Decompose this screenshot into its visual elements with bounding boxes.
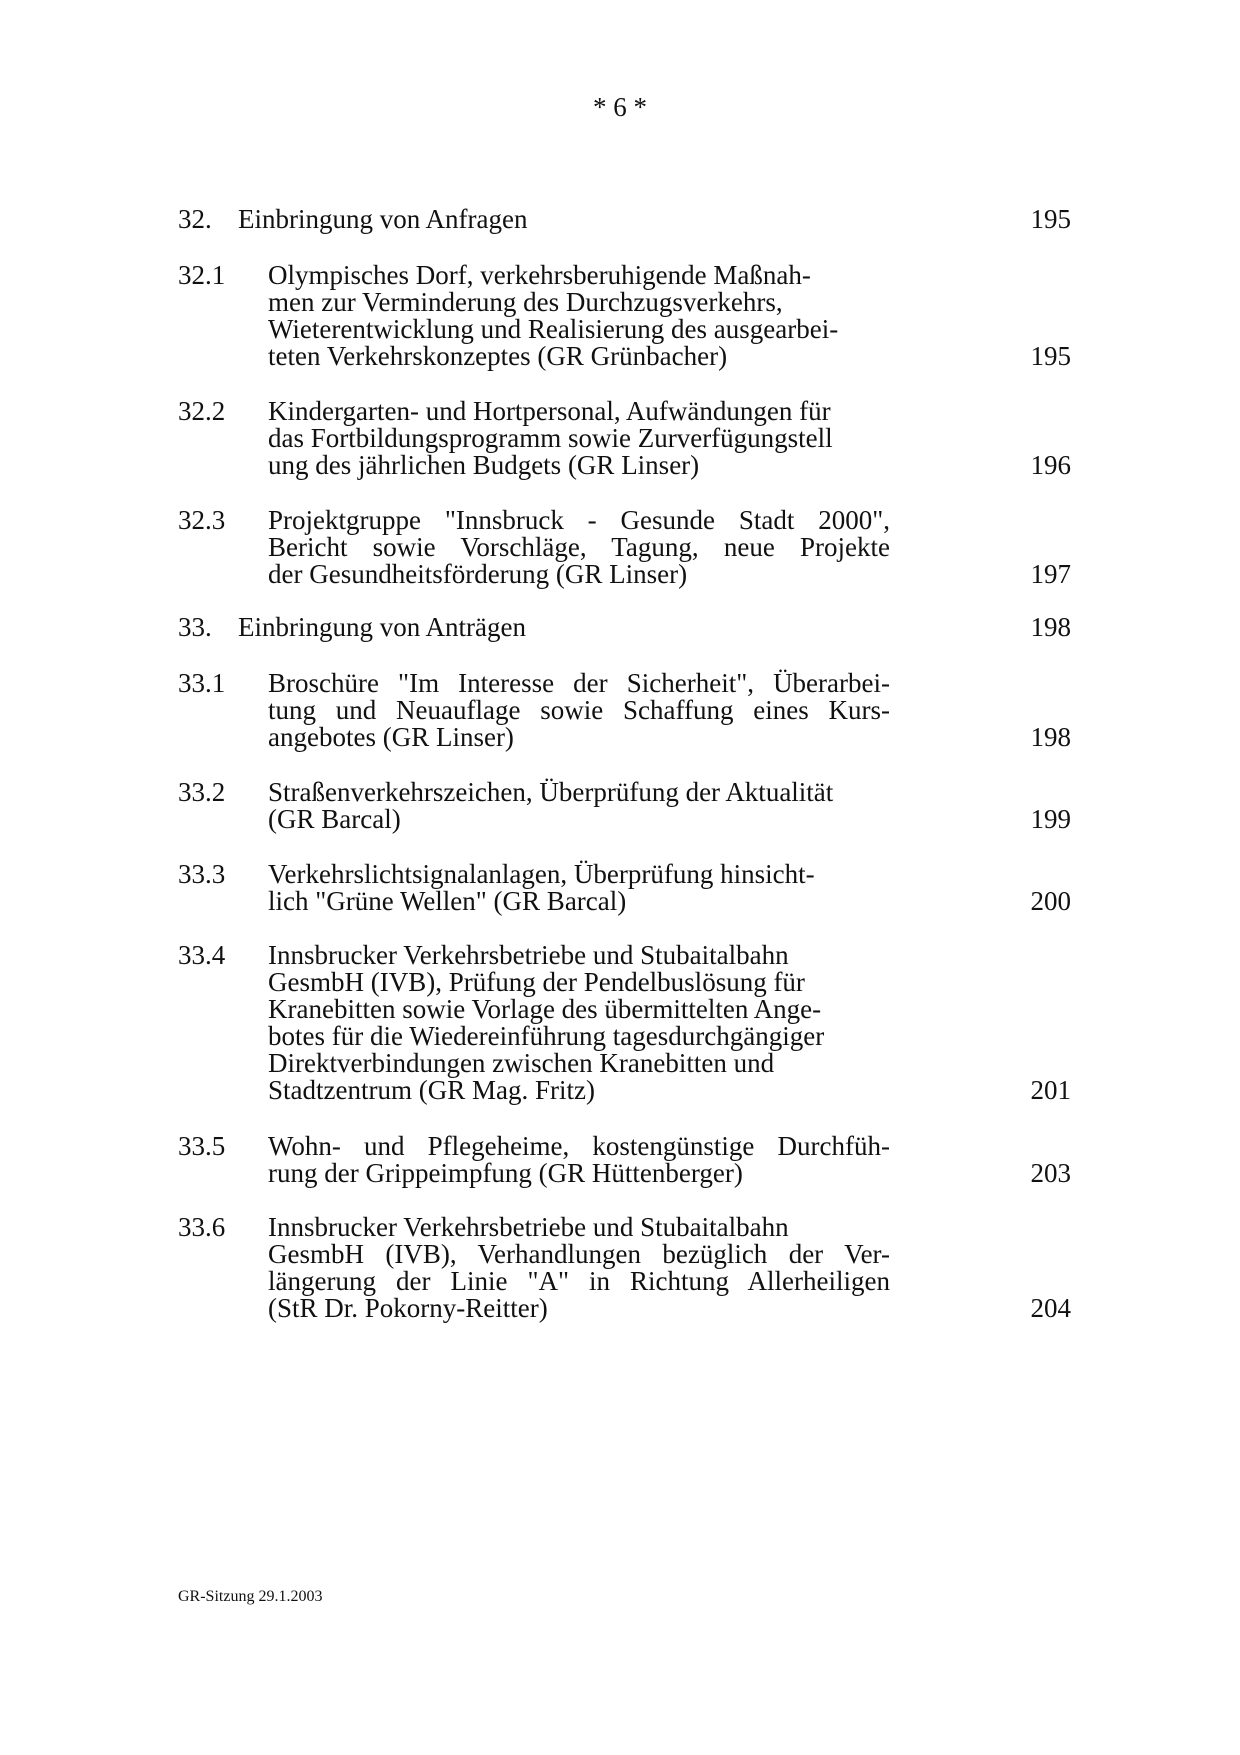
entry-title-line: (StR Dr. Pokorny-Reitter) [268, 1293, 548, 1323]
entry-title [268, 1214, 890, 1322]
page-number: * 6 * [593, 92, 647, 122]
entry-title-line: Olympisches Dorf, verkehrsberuhigende Maßnah- [268, 260, 811, 290]
entry-page: 201 [1030, 1075, 1071, 1105]
entry-title [268, 262, 890, 370]
toc-entry-33-4 [178, 942, 1071, 1104]
entry-title-line: angebotes (GR Linser) [268, 722, 514, 752]
entry-number: 33.4 [178, 940, 226, 970]
entry-title: Einbringung von Anfragen [238, 204, 528, 234]
entry-title [268, 1133, 890, 1187]
entry-page: 198 [1030, 612, 1071, 642]
entry-title-line: Direktverbindungen zwischen Kranebitten und [268, 1048, 775, 1078]
toc-entry-32-1 [178, 262, 1071, 370]
entry-title-line: botes für die Wiedereinführung tagesdurchgängiger [268, 1021, 825, 1051]
toc-entry-33-5 [178, 1133, 1071, 1187]
entry-title-line: GesmbH (IVB), Verhandlungen bezüglich der Ver- [268, 1239, 890, 1269]
entry-title-line: rung der Grippeimpfung (GR Hüttenberger) [268, 1158, 743, 1188]
entry-title-line: der Gesundheitsförderung (GR Linser) [268, 559, 688, 589]
entry-title [268, 942, 890, 1104]
entry-number: 33. [178, 612, 212, 642]
entry-title-line: Verkehrslichtsignalanlagen, Überprüfung hinsicht- [268, 859, 815, 889]
entry-title-line: teten Verkehrskonzeptes (GR Grünbacher) [268, 341, 728, 371]
entry-page: 196 [1030, 450, 1071, 480]
entry-title [268, 861, 890, 915]
entry-title-line: ung des jährlichen Budgets (GR Linser) [268, 450, 700, 480]
entry-title-line: (GR Barcal) [268, 804, 401, 834]
entry-title-line: Broschüre "Im Interesse der Sicherheit", Überarbei- [268, 668, 890, 698]
entry-title-line: Bericht sowie Vorschläge, Tagung, neue Projekte [268, 532, 890, 562]
footer-session-date: GR-Sitzung 29.1.2003 [178, 1588, 323, 1605]
toc-entry-33-3 [178, 861, 1071, 915]
toc-entry-32-2 [178, 398, 1071, 479]
entry-title-line: Kranebitten sowie Vorlage des übermittelten Ange- [268, 994, 822, 1024]
entry-page: 199 [1030, 804, 1071, 834]
entry-title: Einbringung von Anträgen [238, 612, 526, 642]
entry-number: 32.3 [178, 505, 226, 535]
entry-page: 197 [1030, 559, 1071, 589]
entry-title-line: das Fortbildungsprogramm sowie Zurverfügungstell [268, 423, 833, 453]
entry-title [268, 398, 890, 479]
entry-title-line: Kindergarten- und Hortpersonal, Aufwändungen für [268, 396, 831, 426]
toc-entry-33-6 [178, 1214, 1071, 1322]
entry-number: 33.1 [178, 668, 226, 698]
entry-page: 195 [1030, 204, 1071, 234]
entry-number: 32. [178, 204, 212, 234]
entry-title-line: Innsbrucker Verkehrsbetriebe und Stubaitalbahn [268, 1212, 789, 1242]
entry-title-line: Wieterentwicklung und Realisierung des ausgearbei- [268, 314, 839, 344]
entry-title-line: Projektgruppe "Innsbruck - Gesunde Stadt 2000", [268, 505, 890, 535]
entry-title-line: lich "Grüne Wellen" (GR Barcal) [268, 886, 627, 916]
entry-number: 33.2 [178, 777, 226, 807]
entry-title-line: GesmbH (IVB), Prüfung der Pendelbuslösung für [268, 967, 805, 997]
entry-title [268, 779, 890, 833]
toc-entry-32-3 [178, 507, 1071, 588]
entry-title-line: tung und Neuauflage sowie Schaffung eines Kurs- [268, 695, 890, 725]
entry-title-line: längerung der Linie "A" in Richtung Allerheiligen [268, 1266, 890, 1296]
toc-entry-33-2 [178, 779, 1071, 833]
entry-number: 33.6 [178, 1212, 226, 1242]
entry-number: 32.1 [178, 260, 226, 290]
entry-page: 204 [1030, 1293, 1071, 1323]
entry-number: 33.5 [178, 1131, 226, 1161]
entry-title-line: Wohn- und Pflegeheime, kostengünstige Durchfüh- [268, 1131, 890, 1161]
entry-title-line: men zur Verminderung des Durchzugsverkehrs, [268, 287, 783, 317]
entry-number: 33.3 [178, 859, 226, 889]
entry-page: 195 [1030, 341, 1071, 371]
entry-title-line: Straßenverkehrszeichen, Überprüfung der Aktualität [268, 777, 834, 807]
entry-page: 200 [1030, 886, 1071, 916]
entry-number: 32.2 [178, 396, 226, 426]
entry-title-line: Stadtzentrum (GR Mag. Fritz) [268, 1075, 595, 1105]
entry-page: 203 [1030, 1158, 1071, 1188]
entry-title [268, 670, 890, 751]
entry-title-line: Innsbrucker Verkehrsbetriebe und Stubaitalbahn [268, 940, 789, 970]
entry-page: 198 [1030, 722, 1071, 752]
entry-title [268, 507, 890, 588]
toc-entry-33-1 [178, 670, 1071, 751]
